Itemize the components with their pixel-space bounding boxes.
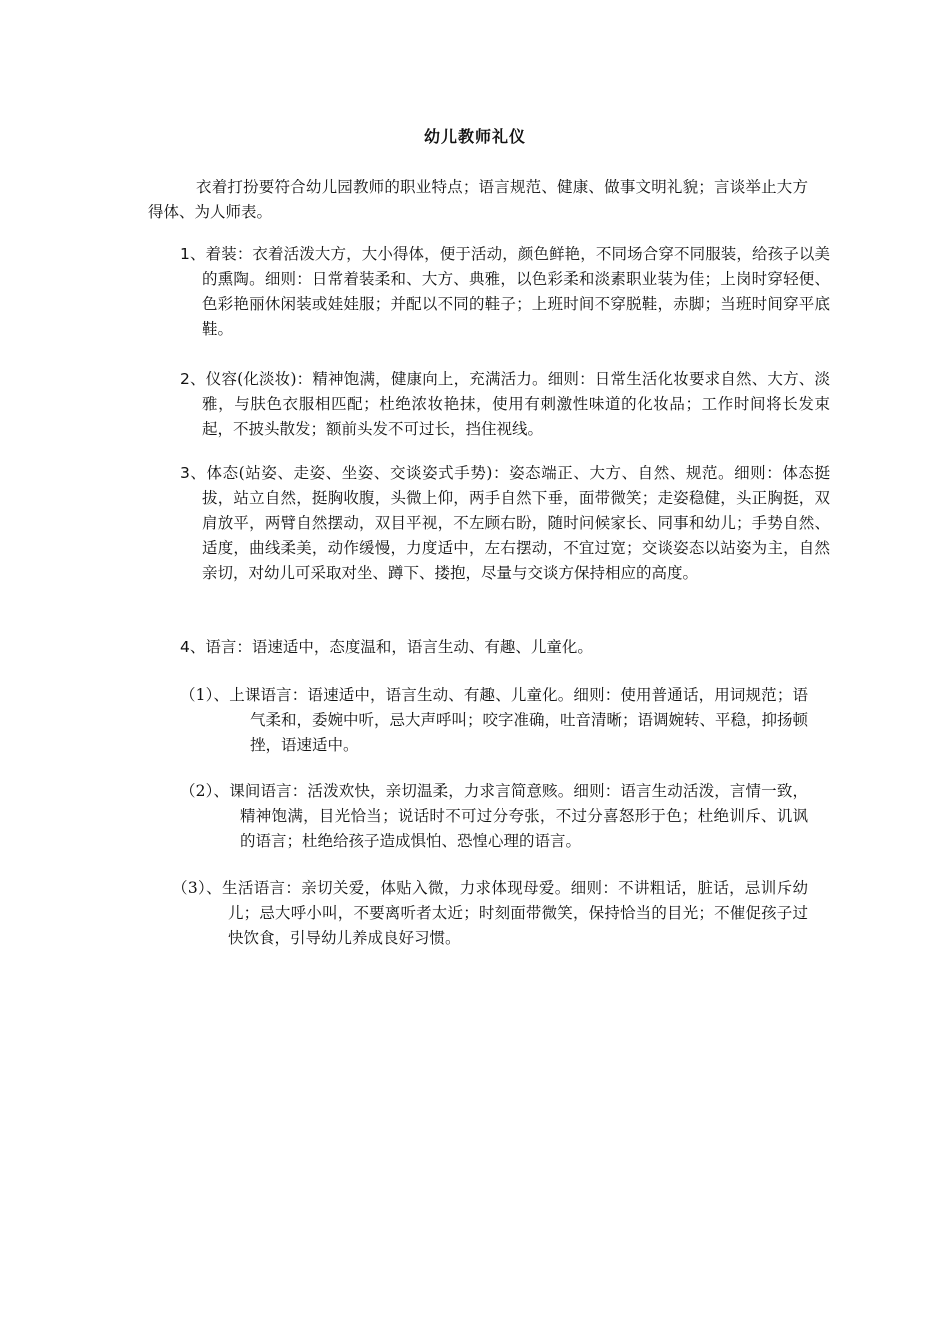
- sub-item-life-language: [172, 876, 808, 951]
- intro-paragraph: 衣着打扮要符合幼儿园教师的职业特点；语言规范、健康、做事文明礼貌；言谈举止大方得体、为人师表。: [148, 178, 808, 221]
- sub-item-text: 上课语言：语速适中，语言生动、有趣、儿童化。细则：使用普通话，用词规范；语气柔和，委婉中听，忌大声呼叫；咬字准确，吐音清晰；语调婉转、平稳，抑扬顿挫，语速适中。: [229, 686, 809, 754]
- list-item-text: 体态(站姿、走姿、坐姿、交谈姿式手势)：姿态端正、大方、自然、规范。细则：体态挺拔，站立自然，挺胸收腹，头微上仰，两手自然下垂，面带微笑；走姿稳健，头正胸挺，双肩放平，两臂自然摆动，双目平视，不左顾右盼，随时问候家长、同事和幼儿；手势自然、适度，曲线柔美，动作缓慢，力度适中，左右摆动，不宜过宽；交谈姿态以站姿为主，自然亲切，对幼儿可采取对坐、蹲下、搂抱，尽量与交谈方保持相应的高度。: [202, 464, 830, 582]
- sub-item-text: 课间语言：活泼欢快，亲切温柔，力求言简意赅。细则：语言生动活泼，言情一致，精神饱满，目光恰当；说话时不可过分夸张，不过分喜怒形于色；杜绝训斥、讥讽的语言；杜绝给孩子造成惧怕、恐惶心理的语言。: [229, 782, 808, 850]
- sub-item-class-language: [180, 683, 808, 758]
- list-item-text: 着装：衣着活泼大方，大小得体，便于活动，颜色鲜艳，不同场合穿不同服装，给孩子以美的熏陶。细则：日常着装柔和、大方、典雅，以色彩柔和淡素职业装为佳；上岗时穿轻便、色彩艳丽休闲装或娃娃服；并配以不同的鞋子；上班时间不穿脱鞋，赤脚；当班时间穿平底鞋。: [202, 245, 830, 338]
- list-item-number: 3、: [180, 464, 207, 482]
- sub-item-number: （2）、: [180, 782, 230, 800]
- list-item-number: 1、: [180, 245, 206, 263]
- list-item-appearance: [180, 367, 830, 442]
- list-item-text: 语言：语速适中，态度温和，语言生动、有趣、儿童化。: [205, 638, 593, 656]
- list-item-language: [180, 635, 830, 660]
- sub-item-text: 生活语言：亲切关爱，体贴入微，力求体现母爱。细则：不讲粗话，脏话，忌训斥幼儿；忌大呼小叫，不要离听者太近；时刻面带微笑，保持恰当的目光；不催促孩子过快饮食，引导幼儿养成良好习惯。: [222, 879, 808, 947]
- list-item-posture: [180, 461, 830, 586]
- list-item-number: 4、: [180, 638, 206, 656]
- sub-item-number: （1）、: [180, 686, 230, 704]
- list-item-number: 2、: [180, 370, 206, 388]
- list-item-text: 仪容(化淡妆)：精神饱满，健康向上，充满活力。细则：日常生活化妆要求自然、大方、淡雅，与肤色衣服相匹配；杜绝浓妆艳抹，使用有刺激性味道的化妆品；工作时间将长发束起，不披头散发；额前头发不可过长，挡住视线。: [202, 370, 830, 438]
- list-item-attire: [180, 242, 830, 342]
- sub-item-number: （3）、: [172, 879, 222, 897]
- sub-item-break-language: [180, 779, 808, 854]
- document-title: 幼儿教师礼仪: [423, 127, 526, 146]
